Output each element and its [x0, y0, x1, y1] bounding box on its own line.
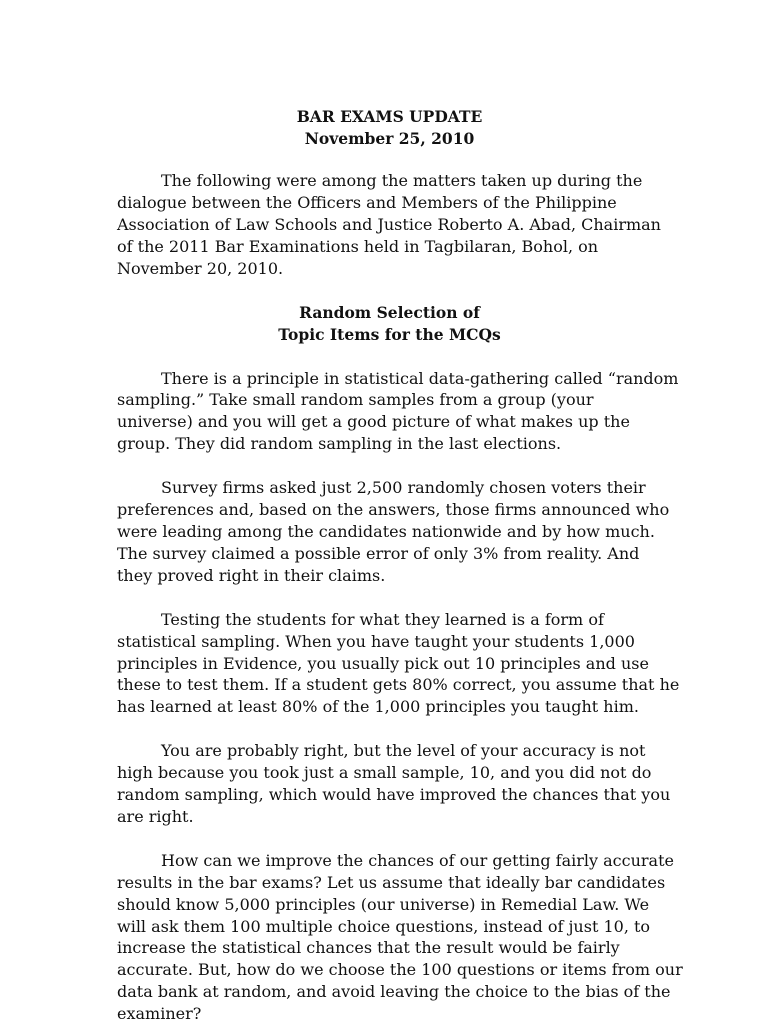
text-line: statistical sampling. When you have taught your students 1,000 [117, 631, 635, 651]
text-line: group. They did random sampling in the last elections. [117, 434, 562, 454]
text-line: results in the bar exams? Let us assume that ideally bar candidates [117, 872, 666, 892]
text-line: were leading among the candidates nationwide and by how much. [117, 521, 655, 541]
text-line: of the 2011 Bar Examinations held in Tagbilaran, Bohol, on [117, 236, 599, 256]
text-line: dialogue between the Officers and Members of the Philippine [117, 192, 617, 212]
body-paragraph [117, 740, 671, 828]
text-line: sampling.” Take small random samples from a group (your [117, 390, 594, 410]
section-heading-line: Random Selection of [299, 302, 480, 322]
text-line: There is a principle in statistical data-gathering called “random [161, 368, 679, 388]
text-line: Association of Law Schools and Justice Roberto A. Abad, Chairman [117, 214, 661, 234]
text-line: How can we improve the chances of our getting fairly accurate [161, 850, 674, 870]
text-line: Testing the students for what they learned is a form of [161, 609, 604, 629]
text-line: should know 5,000 principles (our universe) in Remedial Law. We [117, 894, 650, 914]
text-line: Survey firms asked just 2,500 randomly chosen voters their [161, 478, 646, 498]
text-line: high because you took just a small sample, 10, and you did not do [117, 763, 652, 783]
text-line: preferences and, based on the answers, those firms announced who [117, 500, 670, 520]
document-date: November 25, 2010 [304, 129, 475, 148]
body-paragraph [117, 368, 679, 456]
text-line: they proved right in their claims. [117, 565, 386, 585]
text-line: increase the statistical chances that the result would be fairly [117, 938, 620, 958]
text-line: will ask them 100 multiple choice questions, instead of just 10, to [117, 916, 651, 936]
text-line: data bank at random, and avoid leaving the choice to the bias of the [117, 982, 671, 1002]
document-title: BAR EXAMS UPDATE [296, 107, 483, 126]
text-line: accurate. But, how do we choose the 100 questions or items from our [117, 960, 683, 980]
body-paragraph [117, 850, 683, 1025]
text-line: random sampling, which would have improved the chances that you [117, 785, 671, 805]
text-line: examiner? [117, 1004, 202, 1024]
body-paragraph [117, 609, 680, 719]
body-paragraph [117, 477, 670, 587]
document-page [117, 106, 683, 1025]
text-line: these to test them. If a student gets 80% correct, you assume that he [117, 675, 680, 695]
text-line: The survey claimed a possible error of only 3% from reality. And [117, 543, 640, 563]
section-heading-line: Topic Items for the MCQs [278, 324, 501, 344]
text-line: The following were among the matters taken up during the [161, 171, 643, 190]
section-heading [117, 302, 662, 346]
text-line: universe) and you will get a good picture of what makes up the [117, 412, 630, 432]
text-line: principles in Evidence, you usually pick out 10 principles and use [117, 653, 649, 673]
text-line: are right. [117, 806, 194, 826]
text-line: has learned at least 80% of the 1,000 principles you taught him. [117, 697, 639, 717]
intro-paragraph [117, 170, 662, 280]
text-line: You are probably right, but the level of your accuracy is not [161, 741, 646, 761]
text-line: November 20, 2010. [117, 258, 284, 278]
